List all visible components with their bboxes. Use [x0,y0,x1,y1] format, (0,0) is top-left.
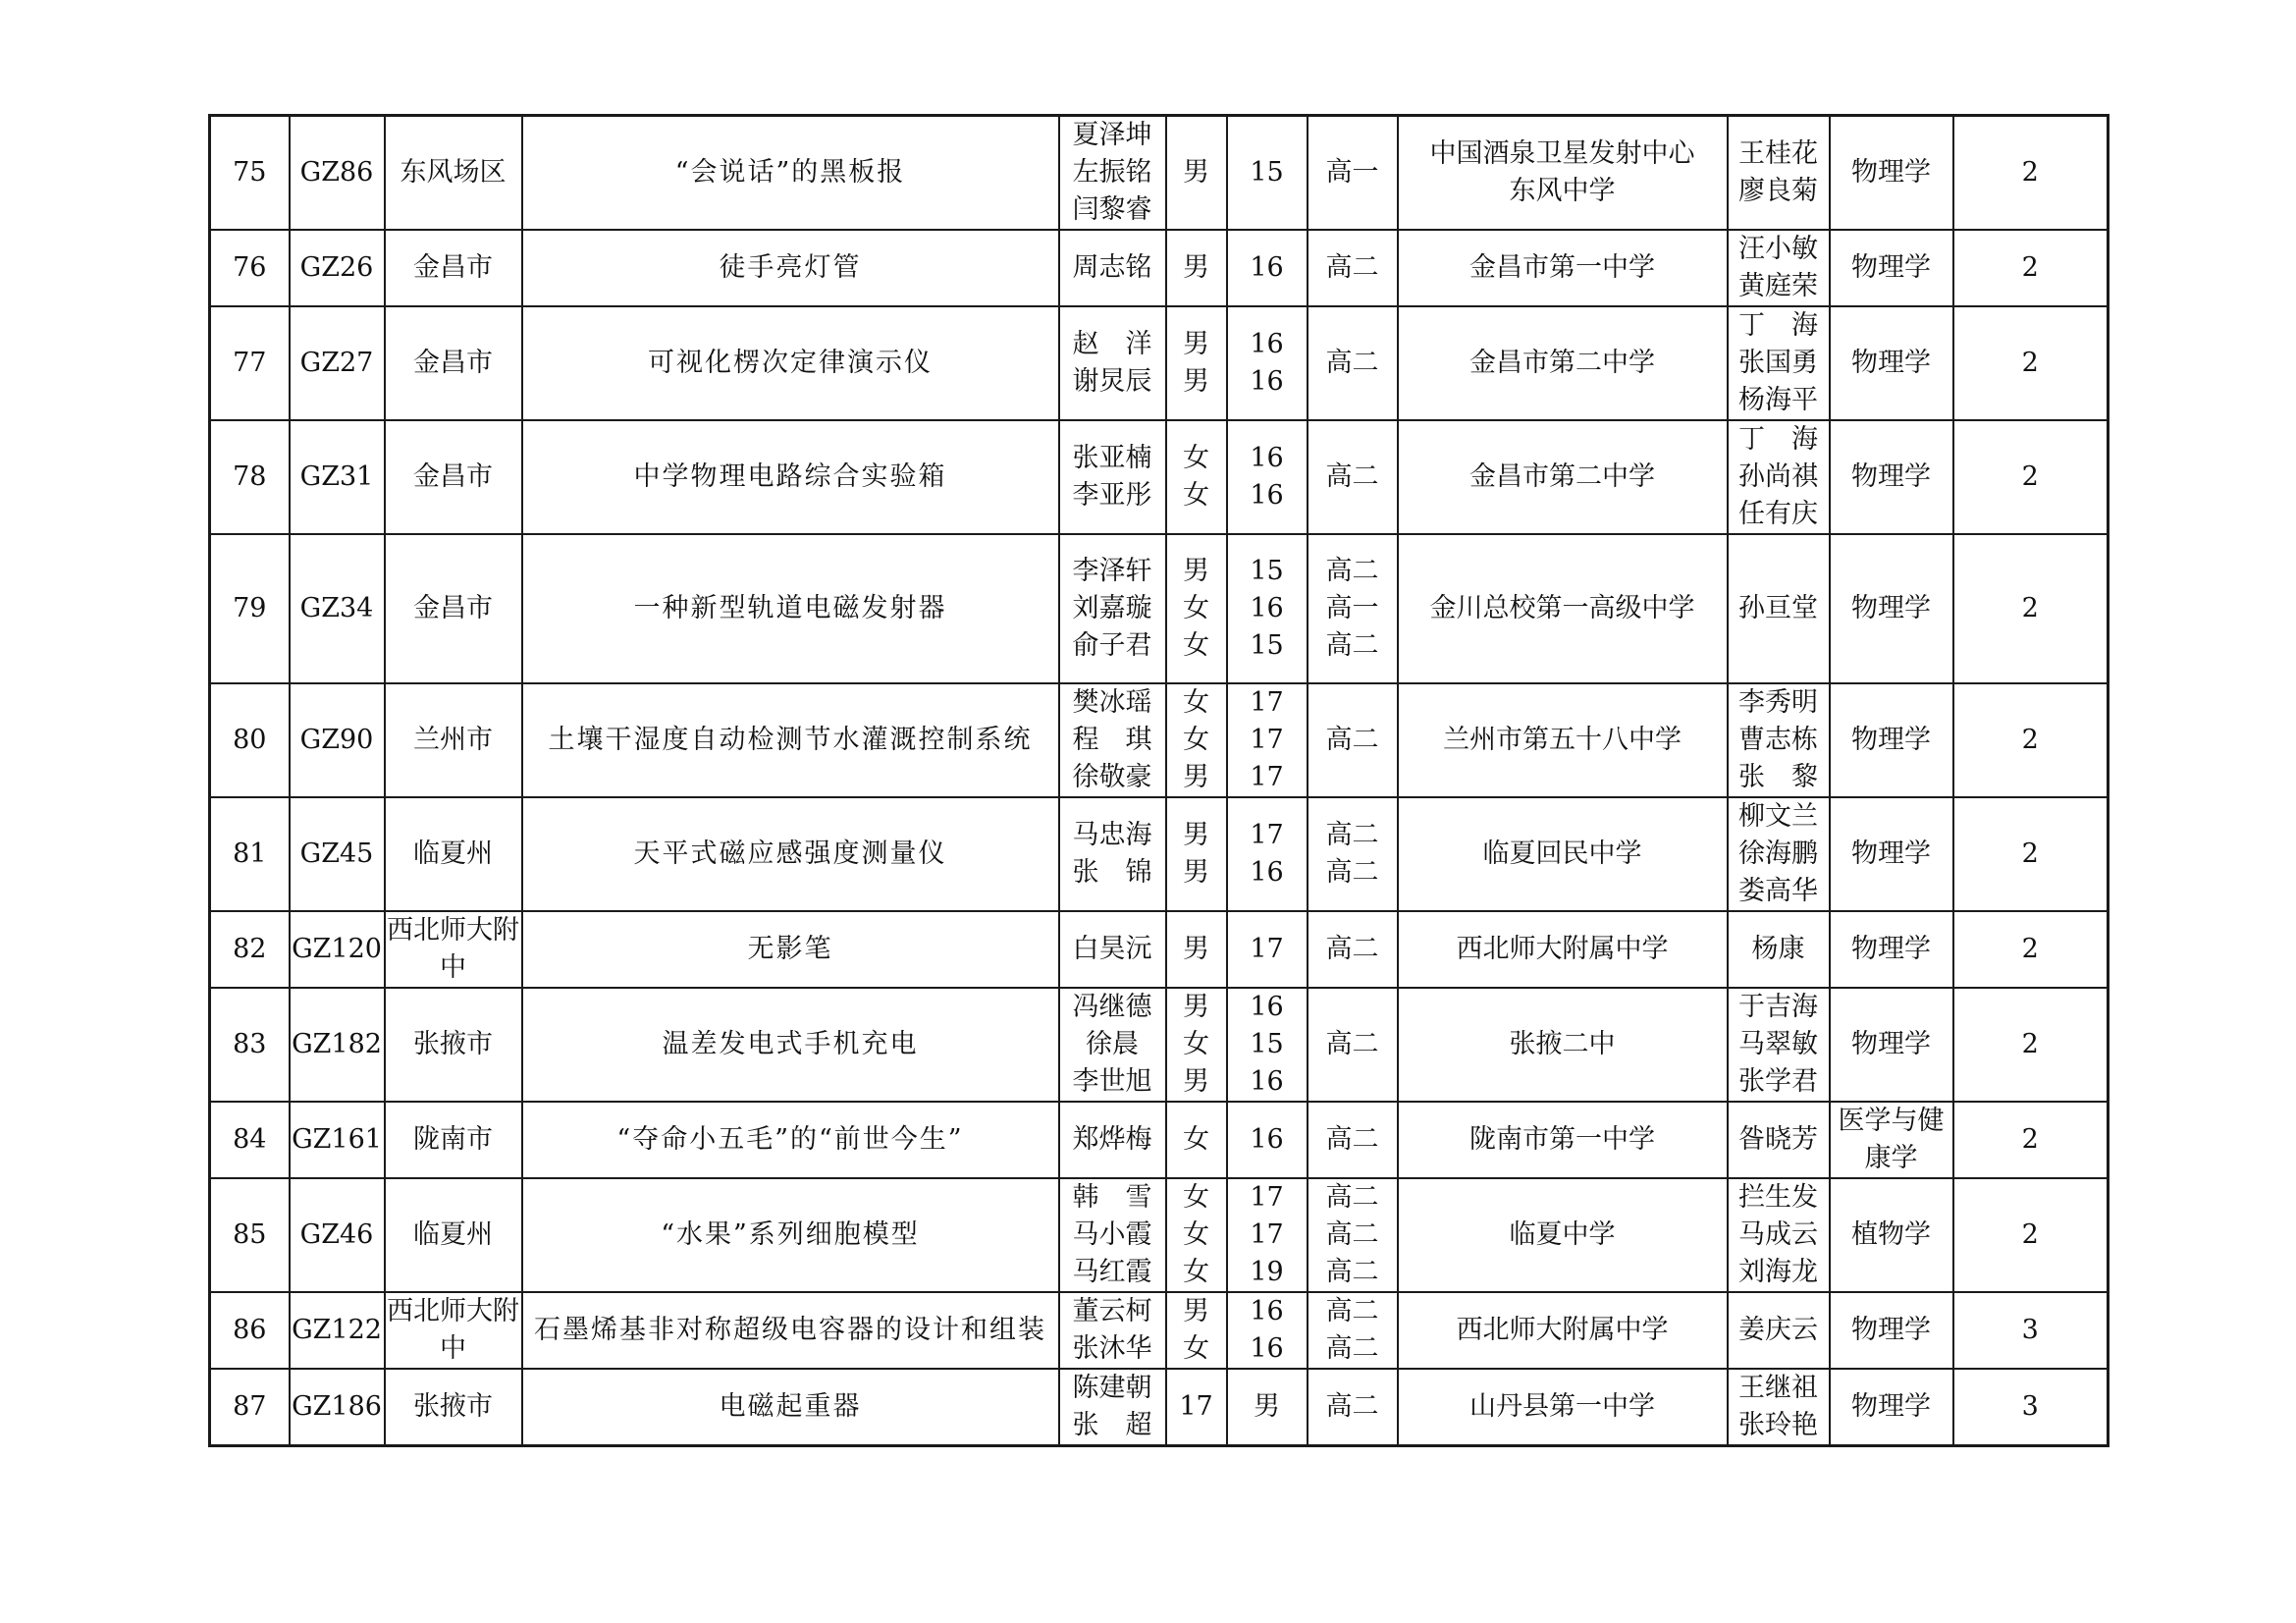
table-row [210,230,2109,306]
student-gender: 女 女 女 [1166,1178,1227,1292]
school-name: 临夏回民中学 [1398,797,1728,911]
subject-area: 物理学 [1830,988,1953,1102]
advisor-names: 昝晓芳 [1728,1102,1830,1178]
prize-level: 2 [1953,988,2109,1102]
advisor-names: 丁 海 张国勇 杨海平 [1728,306,1830,420]
prize-level: 2 [1953,116,2109,231]
table-row [210,683,2109,797]
student-names: 夏泽坤 左振铭 闫黎睿 [1059,116,1166,231]
project-title: 一种新型轨道电磁发射器 [522,534,1059,683]
region: 西北师大附中 [385,1292,522,1369]
project-code: GZ182 [290,988,385,1102]
student-grade: 高二 [1308,988,1398,1102]
advisor-names: 王继祖 张玲艳 [1728,1369,1830,1446]
student-gender: 女 女 [1166,420,1227,534]
student-grade: 高二 [1308,230,1398,306]
advisor-names: 杨康 [1728,911,1830,988]
row-number: 79 [210,534,290,683]
project-title: 无影笔 [522,911,1059,988]
subject-area: 物理学 [1830,683,1953,797]
student-age: 15 16 15 [1227,534,1308,683]
student-gender: 女 [1166,1102,1227,1178]
subject-area: 物理学 [1830,420,1953,534]
school-name: 张掖二中 [1398,988,1728,1102]
subject-area: 物理学 [1830,116,1953,231]
table-row [210,988,2109,1102]
student-names: 马忠海 张 锦 [1059,797,1166,911]
student-gender: 17 [1166,1369,1227,1446]
student-names: 樊冰瑶 程 琪 徐敬豪 [1059,683,1166,797]
row-number: 78 [210,420,290,534]
student-age: 16 [1227,230,1308,306]
student-grade: 高二 高二 [1308,1292,1398,1369]
school-name: 山丹县第一中学 [1398,1369,1728,1446]
project-code: GZ27 [290,306,385,420]
project-title: “会说话”的黑板报 [522,116,1059,231]
results-table [208,114,2109,1447]
region: 陇南市 [385,1102,522,1178]
project-code: GZ120 [290,911,385,988]
region: 临夏州 [385,1178,522,1292]
project-title: 石墨烯基非对称超级电容器的设计和组装 [522,1292,1059,1369]
school-name: 西北师大附属中学 [1398,1292,1728,1369]
student-names: 郑烨梅 [1059,1102,1166,1178]
project-title: 徒手亮灯管 [522,230,1059,306]
student-gender: 男 女 女 [1166,534,1227,683]
project-title: 土壤干湿度自动检测节水灌溉控制系统 [522,683,1059,797]
row-number: 81 [210,797,290,911]
prize-level: 2 [1953,230,2109,306]
student-age: 男 [1227,1369,1308,1446]
table-row [210,911,2109,988]
prize-level: 2 [1953,1178,2109,1292]
school-name: 西北师大附属中学 [1398,911,1728,988]
project-title: “水果”系列细胞模型 [522,1178,1059,1292]
project-title: 温差发电式手机充电 [522,988,1059,1102]
project-title: “夺命小五毛”的“前世今生” [522,1102,1059,1178]
project-code: GZ122 [290,1292,385,1369]
school-name: 金川总校第一高级中学 [1398,534,1728,683]
prize-level: 2 [1953,911,2109,988]
school-name: 陇南市第一中学 [1398,1102,1728,1178]
region: 金昌市 [385,230,522,306]
table-row [210,1178,2109,1292]
region: 张掖市 [385,988,522,1102]
prize-level: 2 [1953,420,2109,534]
advisor-names: 李秀明 曹志栋 张 黎 [1728,683,1830,797]
subject-area: 医学与健康学 [1830,1102,1953,1178]
table-row [210,534,2109,683]
student-age: 15 [1227,116,1308,231]
prize-level: 2 [1953,534,2109,683]
student-age: 17 17 19 [1227,1178,1308,1292]
table-row [210,306,2109,420]
subject-area: 物理学 [1830,911,1953,988]
advisor-names: 姜庆云 [1728,1292,1830,1369]
project-title: 电磁起重器 [522,1369,1059,1446]
row-number: 77 [210,306,290,420]
subject-area: 植物学 [1830,1178,1953,1292]
student-age: 16 [1227,1102,1308,1178]
row-number: 87 [210,1369,290,1446]
project-code: GZ31 [290,420,385,534]
student-grade: 高二 [1308,420,1398,534]
student-gender: 男 女 [1166,1292,1227,1369]
advisor-names: 丁 海 孙尚祺 任有庆 [1728,420,1830,534]
region: 兰州市 [385,683,522,797]
student-names: 董云柯 张沐华 [1059,1292,1166,1369]
student-names: 冯继德 徐晨 李世旭 [1059,988,1166,1102]
project-code: GZ26 [290,230,385,306]
student-grade: 高二 高一 高二 [1308,534,1398,683]
student-gender: 男 [1166,116,1227,231]
subject-area: 物理学 [1830,797,1953,911]
student-grade: 高二 高二 高二 [1308,1178,1398,1292]
project-title: 天平式磁应感强度测量仪 [522,797,1059,911]
student-gender: 男 [1166,911,1227,988]
student-grade: 高二 [1308,683,1398,797]
row-number: 80 [210,683,290,797]
prize-level: 2 [1953,797,2109,911]
subject-area: 物理学 [1830,1292,1953,1369]
student-grade: 高二 高二 [1308,797,1398,911]
school-name: 金昌市第一中学 [1398,230,1728,306]
school-name: 临夏中学 [1398,1178,1728,1292]
region: 金昌市 [385,420,522,534]
student-names: 李泽轩 刘嘉璇 俞子君 [1059,534,1166,683]
row-number: 82 [210,911,290,988]
advisor-names: 汪小敏 黄庭荣 [1728,230,1830,306]
prize-level: 3 [1953,1292,2109,1369]
region: 金昌市 [385,306,522,420]
student-age: 16 16 [1227,420,1308,534]
student-names: 周志铭 [1059,230,1166,306]
row-number: 84 [210,1102,290,1178]
project-code: GZ90 [290,683,385,797]
advisor-names: 于吉海 马翠敏 张学君 [1728,988,1830,1102]
student-age: 16 16 [1227,1292,1308,1369]
row-number: 85 [210,1178,290,1292]
region: 西北师大附中 [385,911,522,988]
project-code: GZ34 [290,534,385,683]
prize-level: 2 [1953,306,2109,420]
table-row [210,1102,2109,1178]
student-gender: 女 女 男 [1166,683,1227,797]
student-gender: 男 [1166,230,1227,306]
region: 东风场区 [385,116,522,231]
table-row [210,116,2109,231]
region: 金昌市 [385,534,522,683]
subject-area: 物理学 [1830,230,1953,306]
student-names: 白昊沅 [1059,911,1166,988]
advisor-names: 拦生发 马成云 刘海龙 [1728,1178,1830,1292]
row-number: 75 [210,116,290,231]
student-age: 16 16 [1227,306,1308,420]
subject-area: 物理学 [1830,1369,1953,1446]
subject-area: 物理学 [1830,534,1953,683]
project-code: GZ45 [290,797,385,911]
project-code: GZ86 [290,116,385,231]
project-title: 中学物理电路综合实验箱 [522,420,1059,534]
table-row [210,1369,2109,1446]
project-code: GZ46 [290,1178,385,1292]
region: 临夏州 [385,797,522,911]
student-names: 陈建朝 张 超 [1059,1369,1166,1446]
student-age: 16 15 16 [1227,988,1308,1102]
project-title: 可视化楞次定律演示仪 [522,306,1059,420]
student-gender: 男 男 [1166,306,1227,420]
student-grade: 高一 [1308,116,1398,231]
student-gender: 男 女 男 [1166,988,1227,1102]
student-grade: 高二 [1308,1369,1398,1446]
subject-area: 物理学 [1830,306,1953,420]
school-name: 金昌市第二中学 [1398,306,1728,420]
school-name: 中国酒泉卫星发射中心 东风中学 [1398,116,1728,231]
row-number: 86 [210,1292,290,1369]
student-grade: 高二 [1308,306,1398,420]
row-number: 76 [210,230,290,306]
project-code: GZ186 [290,1369,385,1446]
table-row [210,420,2109,534]
advisor-names: 王桂花 廖良菊 [1728,116,1830,231]
table-row [210,797,2109,911]
school-name: 兰州市第五十八中学 [1398,683,1728,797]
school-name: 金昌市第二中学 [1398,420,1728,534]
table-row [210,1292,2109,1369]
advisor-names: 孙亘堂 [1728,534,1830,683]
row-number: 83 [210,988,290,1102]
student-age: 17 16 [1227,797,1308,911]
student-names: 韩 雪 马小霞 马红霞 [1059,1178,1166,1292]
student-age: 17 [1227,911,1308,988]
region: 张掖市 [385,1369,522,1446]
student-gender: 男 男 [1166,797,1227,911]
student-names: 赵 洋 谢炅辰 [1059,306,1166,420]
project-code: GZ161 [290,1102,385,1178]
advisor-names: 柳文兰 徐海鹏 娄高华 [1728,797,1830,911]
student-grade: 高二 [1308,1102,1398,1178]
prize-level: 2 [1953,683,2109,797]
student-names: 张亚楠 李亚彤 [1059,420,1166,534]
prize-level: 3 [1953,1369,2109,1446]
prize-level: 2 [1953,1102,2109,1178]
student-grade: 高二 [1308,911,1398,988]
student-age: 17 17 17 [1227,683,1308,797]
